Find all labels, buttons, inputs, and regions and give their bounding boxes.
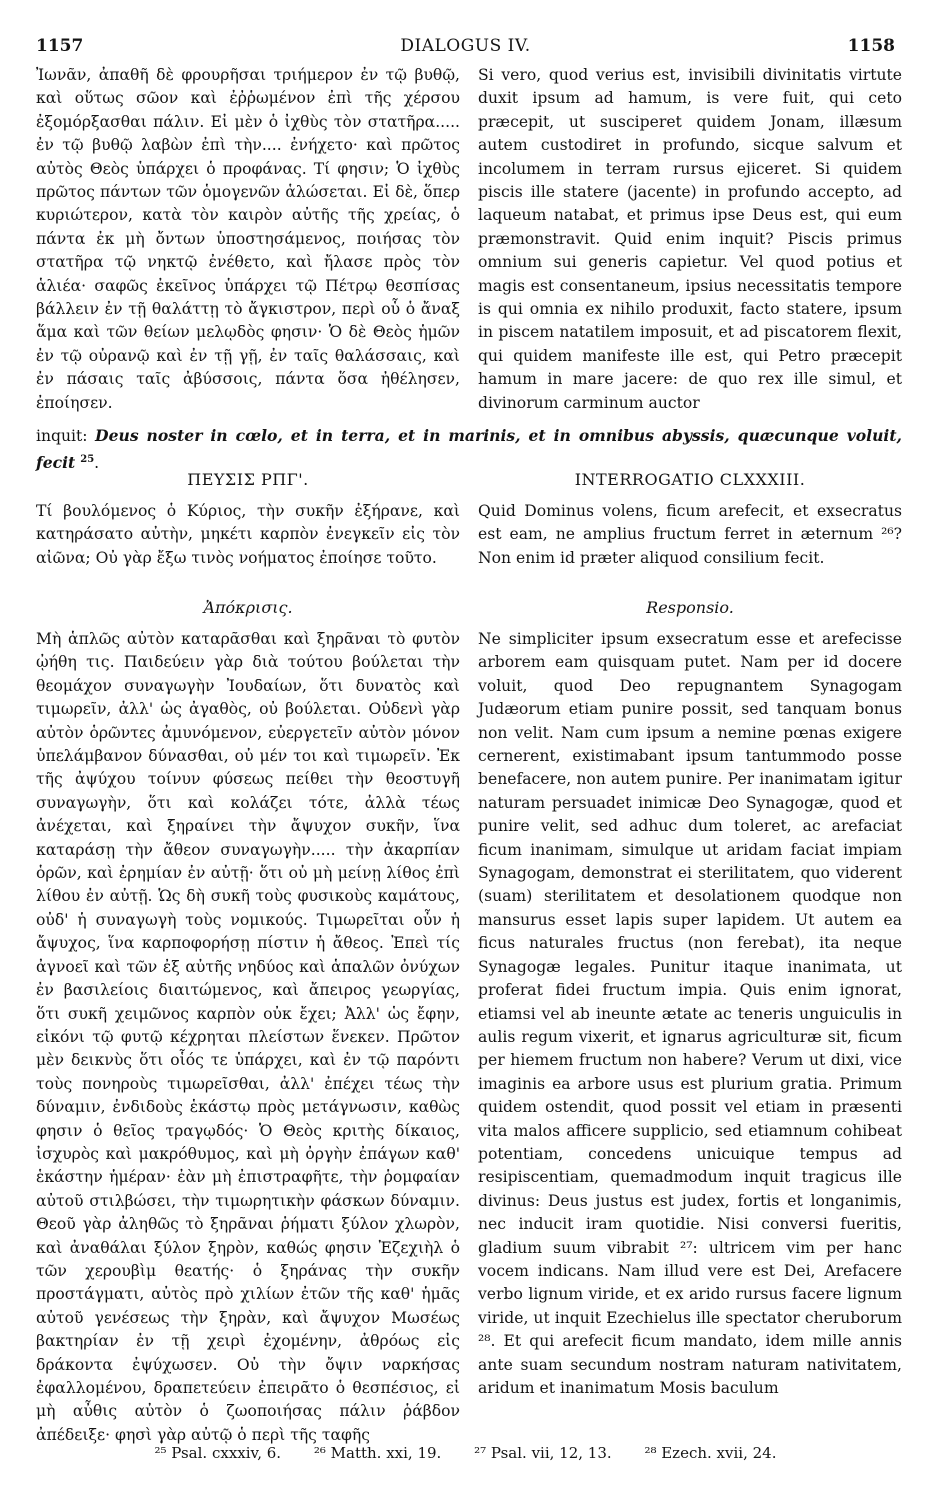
latin-inquit: inquit: [36, 427, 96, 445]
response-greek [36, 628, 460, 1447]
greek-column-top [36, 64, 460, 415]
question-greek [36, 500, 460, 570]
page-number-left: 1157 [36, 36, 84, 56]
response-greek-text: Μὴ ἁπλῶς αὐτὸν καταρᾶσθαι καὶ ξηρᾶναι τὸ φυτὸν ᾠήθη τις. Παιδεύειν γὰρ διὰ τούτου βούλεται τὴν θεομάχον συναγωγὴν Ἰουδαίων, ὅτι δυνατὸς καὶ τιμωρεῖν, ἀλλ' ὡς ἀγαθὸς, οὐ βούλεται. Οὐδενὶ γὰρ αὐτὸν ὁρῶντες ἀμυνόμενον, εὐεργετεῖν αὐτὸν μόνον ὑπελάμβανον δύνασθαι, οὐ μέν τοι καὶ τιμωρεῖν. Ἐκ τῆς ἀψύχου τοίνυν φύσεως πείθει τὴν θεοστυγῆ συναγωγὴν, ὅτι καὶ κολάζει τότε, ἀλλὰ τέως ἀνέχεται, καὶ ξηραίνει τὴν ἄψυχον συκῆν, ἵνα καταράσῃ τὴν ἄθεον συναγωγὴν..... τὴν ἀκαρπίαν ὁρῶν, καὶ ἐρημίαν ἐν αὐτῇ· ὅτι οὐ μὴ μείνῃ λίθος ἐπὶ λίθου ἐν αὐτῇ. Ὡς δὴ συκῆ τοὺς φυσικοὺς καμάτους, οὐδ' ἡ συναγωγὴ τοὺς νομικούς. Τιμωρεῖται οὖν ἡ ἄψυχος, ἵνα καρποφορήσῃ πίστιν ἡ ἄθεος. Ἐπεὶ τίς ἀγνοεῖ καὶ τῶν ἐξ αὐτῆς νηδύος καὶ ἁπαλῶν ὀνύχων ἐν βασιλείοις διαιτώμενος, καὶ ἄπειρος γεωργίας, ὅτι συκῆ χειμῶνος καρπὸν οὐκ ἔχει; Ἀλλ' ὡς ἔφην, εἰκόνι τῷ φυτῷ κέχρηται πλείστων ἕνεκεν. Πρῶτον μὲν δεικνὺς ὅτι οἷός τε ὑπάρχει, καὶ ἐν τῷ παρόντι τοὺς πονηροὺς τιμωρεῖσθαι, ἀλλ' ἐπέχει τέως τὴν δύναμιν, ἐνδιδοὺς ἑκάστῳ πρὸς μετάγνωσιν, καθὼς φησιν ὁ θεῖος τραγῳδός· Ὁ Θεὸς κριτὴς δίκαιος, ἰσχυρὸς καὶ μακρόθυμος, καὶ μὴ ὀργὴν ἐπάγων καθ' ἑκάστην ἡμέραν· ἐὰν μὴ ἐπιστραφῆτε, τὴν ῥομφαίαν αὐτοῦ στιλβώσει, τὴν τιμωρητικὴν φάσκων δύναμιν. Θεοῦ γὰρ ἀληθῶς τὸ ξηρᾶναι ῥήματι ξύλον χλωρὸν, καὶ ἀναθάλαι ξύλον ξηρὸν, καθώς φησιν Ἐζεχιὴλ ὁ τῶν χερουβὶμ θεατής· ὁ ξηράνας τὴν συκῆν προστάγματι, αὐτὸς πρὸ χιλίων ἐτῶν τῆς καθ' ἡμᾶς αὐτοῦ γενέσεως τὴν ξηρὰν, καὶ ἄψυχον Μωσέως βακτηρίαν ἐν τῇ χειρὶ ἐχομένην, ἀθρόως εἰς δράκοντα ἐψύχωσεν. Οὐ τὴν ὄψιν ναρκήσας ἐφαλλομένου, δραπετεύειν ἐπειρᾶτο ὁ θεσπέσιος, εἰ μὴ αὖθις αὐτὸν ὁ ζωοποιήσας πάλιν ῥάβδον ἀπέδειξε· φησὶ γὰρ αὐτῷ ὁ περὶ τῆς ταφῆς [36, 630, 460, 1444]
latin-quote-end: . [94, 454, 100, 473]
footnote-ref-25: 25 [80, 454, 95, 466]
latin-paragraph-top: Si vero, quod verius est, invisibili divinitatis virtute duxit ipsum ad hamum, is vere fuit, qui ceto præcepit, ut susciperet quidem Jonam, illæsum autem custodiret in profundo, sicque salvum et incolumem in terram rursus ejiceret. Si quidem piscis ille statere (jacente) in profundo accepto, ad laqueum natabat, et primus ipse Deus est, qui eum præmonstravit. Quid enim inquit? Piscis primus omnium sui generis capietur. Vel quod potius et magis est consentaneum, ipsius necessitatis tempore is qui omnia ex nihilo produxit, facto statere, ipsum in piscem natatilem imposuit, et ad piscatorem flexit, qui quidem manifeste ille est, qui Petro præcepit hamum in mare jacere: de quo rex ille simul, et divinorum carminum auctor [478, 66, 902, 412]
footnote-27: ²⁷ Psal. vii, 12, 13. [474, 1444, 612, 1462]
question-latin [478, 500, 902, 570]
greek-paragraph-top: Ἰωνᾶν, ἀπαθῆ δὲ φρουρῆσαι τριήμερον ἐν τῷ βυθῷ, καὶ οὕτως σῶον καὶ ἐῤῥωμένον ἐπὶ τῆς χέρσου ἐξομόρξασθαι πάλιν. Εἰ μὲν ὁ ἰχθὺς τὸν στατῆρα..... ἐν τῷ βυθῷ λαβὼν ἐπὶ τὴν.... ἐνήχετο· καὶ πρῶτος αὐτὸς Θεὸς ὑπάρχει ὁ προφάνας. Τί φησιν; Ὁ ἰχθὺς πρῶτος πάντων τῶν ὁμογενῶν ἁλώσεται. Εἰ δὲ, ὅπερ κυριώτερον, κατὰ τὸν καιρὸν αὐτῆς τῆς χρείας, ὁ πάντα ἐκ μὴ ὄντων ὑποστησάμενος, ποιήσας τὸν στατῆρα τῷ νηκτῷ ἐνέθετο, καὶ ἤλασε πρὸς τὸν ἁλιέα· σαφῶς ἐκεῖνος ὑπάρχει τῷ Πέτρῳ θεσπίσας βάλλειν ἐν τῇ θαλάττῃ τὸ ἄγκιστρον, περὶ οὗ ὁ ἄναξ ἅμα καὶ τῶν θείων μελῳδὸς φησιν· Ὁ δὲ Θεὸς ἡμῶν ἐν τῷ οὐρανῷ καὶ ἐν τῇ γῇ, ἐν ταῖς θαλάσσαις, καὶ ἐν πάσαις ταῖς ἀβύσσοις, πάντα ὅσα ἠθέλησεν, ἐποίησεν. [36, 66, 460, 412]
page-number-right: 1158 [847, 36, 895, 56]
question-heading-latin: INTERROGATIO CLXXXIII. [574, 470, 806, 489]
latin-full-width-line [36, 424, 902, 476]
footnote-26: ²⁶ Matth. xxi, 19. [313, 1444, 442, 1462]
page-header [36, 36, 895, 60]
response-heading-greek: Ἀπόκρισις. [203, 598, 293, 617]
running-title: DIALOGUS IV. [400, 36, 531, 56]
latin-column-top [478, 64, 902, 415]
question-greek-text: Τί βουλόμενος ὁ Κύριος, τὴν συκῆν ἐξήρανε, καὶ κατηράσατο αὐτὴν, μηκέτι καρπὸν ἐνεγκεῖν εἰς τὸν αἰῶνα; Οὐ γὰρ ἔξω τινὸς νοήματος ἐποίησε τοῦτο. [36, 502, 460, 567]
response-latin-text: Ne simpliciter ipsum exsecratum esse et arefecisse arborem eam quisquam putet. Nam per id docere voluit, quod Deo repugnantem Synagogam Judæorum etiam punire possit, sed tanquam bonus non velit. Nam cum ipsum a nemine pœnas exigere cernerent, existimabant ipsum tantummodo posse benefacere, non autem punire. Per inanimatam igitur naturam persuadet inimicæ Deo Synagogæ, quod et punire velit, sed adhuc dum toleret, ac arefaciat ficum inanimam, simulque ut aridam faciat impiam Synagogam, demonstrat ei sterilitatem, quo viderent (suam) sterilitatem et desolationem quodque non mansurus esset lapis super lapidem. Ut autem ea ficus naturales fructus (non ferebat), ita neque Synagogæ legales. Punitur itaque inanimata, ut proferat fidei fructum impia. Quis enim ignorat, etiamsi vel ab ineunte ætate ac teneris unguiculis in aulis regum vixerit, et ignarus agriculturæ sit, ficum per hiemem fructum non habere? Verum ut dixi, vice imaginis ea arbore usus est plurium gratia. Primum quidem ostendit, quod possit vel etiam in præsenti vita malos afficere supplicio, sed etiamnum cohibeat potentiam, concedens unicuique tempus ad resipiscentiam, quemadmodum inquit tragicus ille divinus: Deus justus est judex, fortis et longanimis, nec inducit iram quotidie. Nisi conversi fueritis, gladium suum vibrabit ²⁷: ultricem vim per hanc vocem indicans. Nam illud vere est Dei, Arefacere verbo lignum viride, et ex arido rursus facere lignum viride, ut inquit Ezechielus ille spectator cheruborum ²⁸. Et qui arefecit ficum mandato, idem mille annis ante suam secundum nostram naturam nativitatem, aridum et inanimatum Mosis baculum [478, 630, 902, 1397]
footnotes [36, 1444, 895, 1462]
question-heading-greek: ΠΕΥΣΙΣ ΡΠΓ'. [187, 470, 309, 489]
response-heading-latin: Responsio. [646, 598, 734, 617]
question-latin-text: Quid Dominus volens, ficum arefecit, et exsecratus est eam, ne amplius fructum ferret in æternum ²⁶? Non enim id præter aliquod consilium fecit. [478, 502, 902, 567]
response-latin [478, 628, 902, 1400]
latin-psalm-quote: Deus noster in cœlo, et in terra, et in marinis, et in omnibus abyssis, quæcunque voluit, fecit [36, 426, 902, 473]
footnote-28: ²⁸ Ezech. xvii, 24. [644, 1444, 777, 1462]
footnote-25: ²⁵ Psal. cxxxiv, 6. [154, 1444, 282, 1462]
